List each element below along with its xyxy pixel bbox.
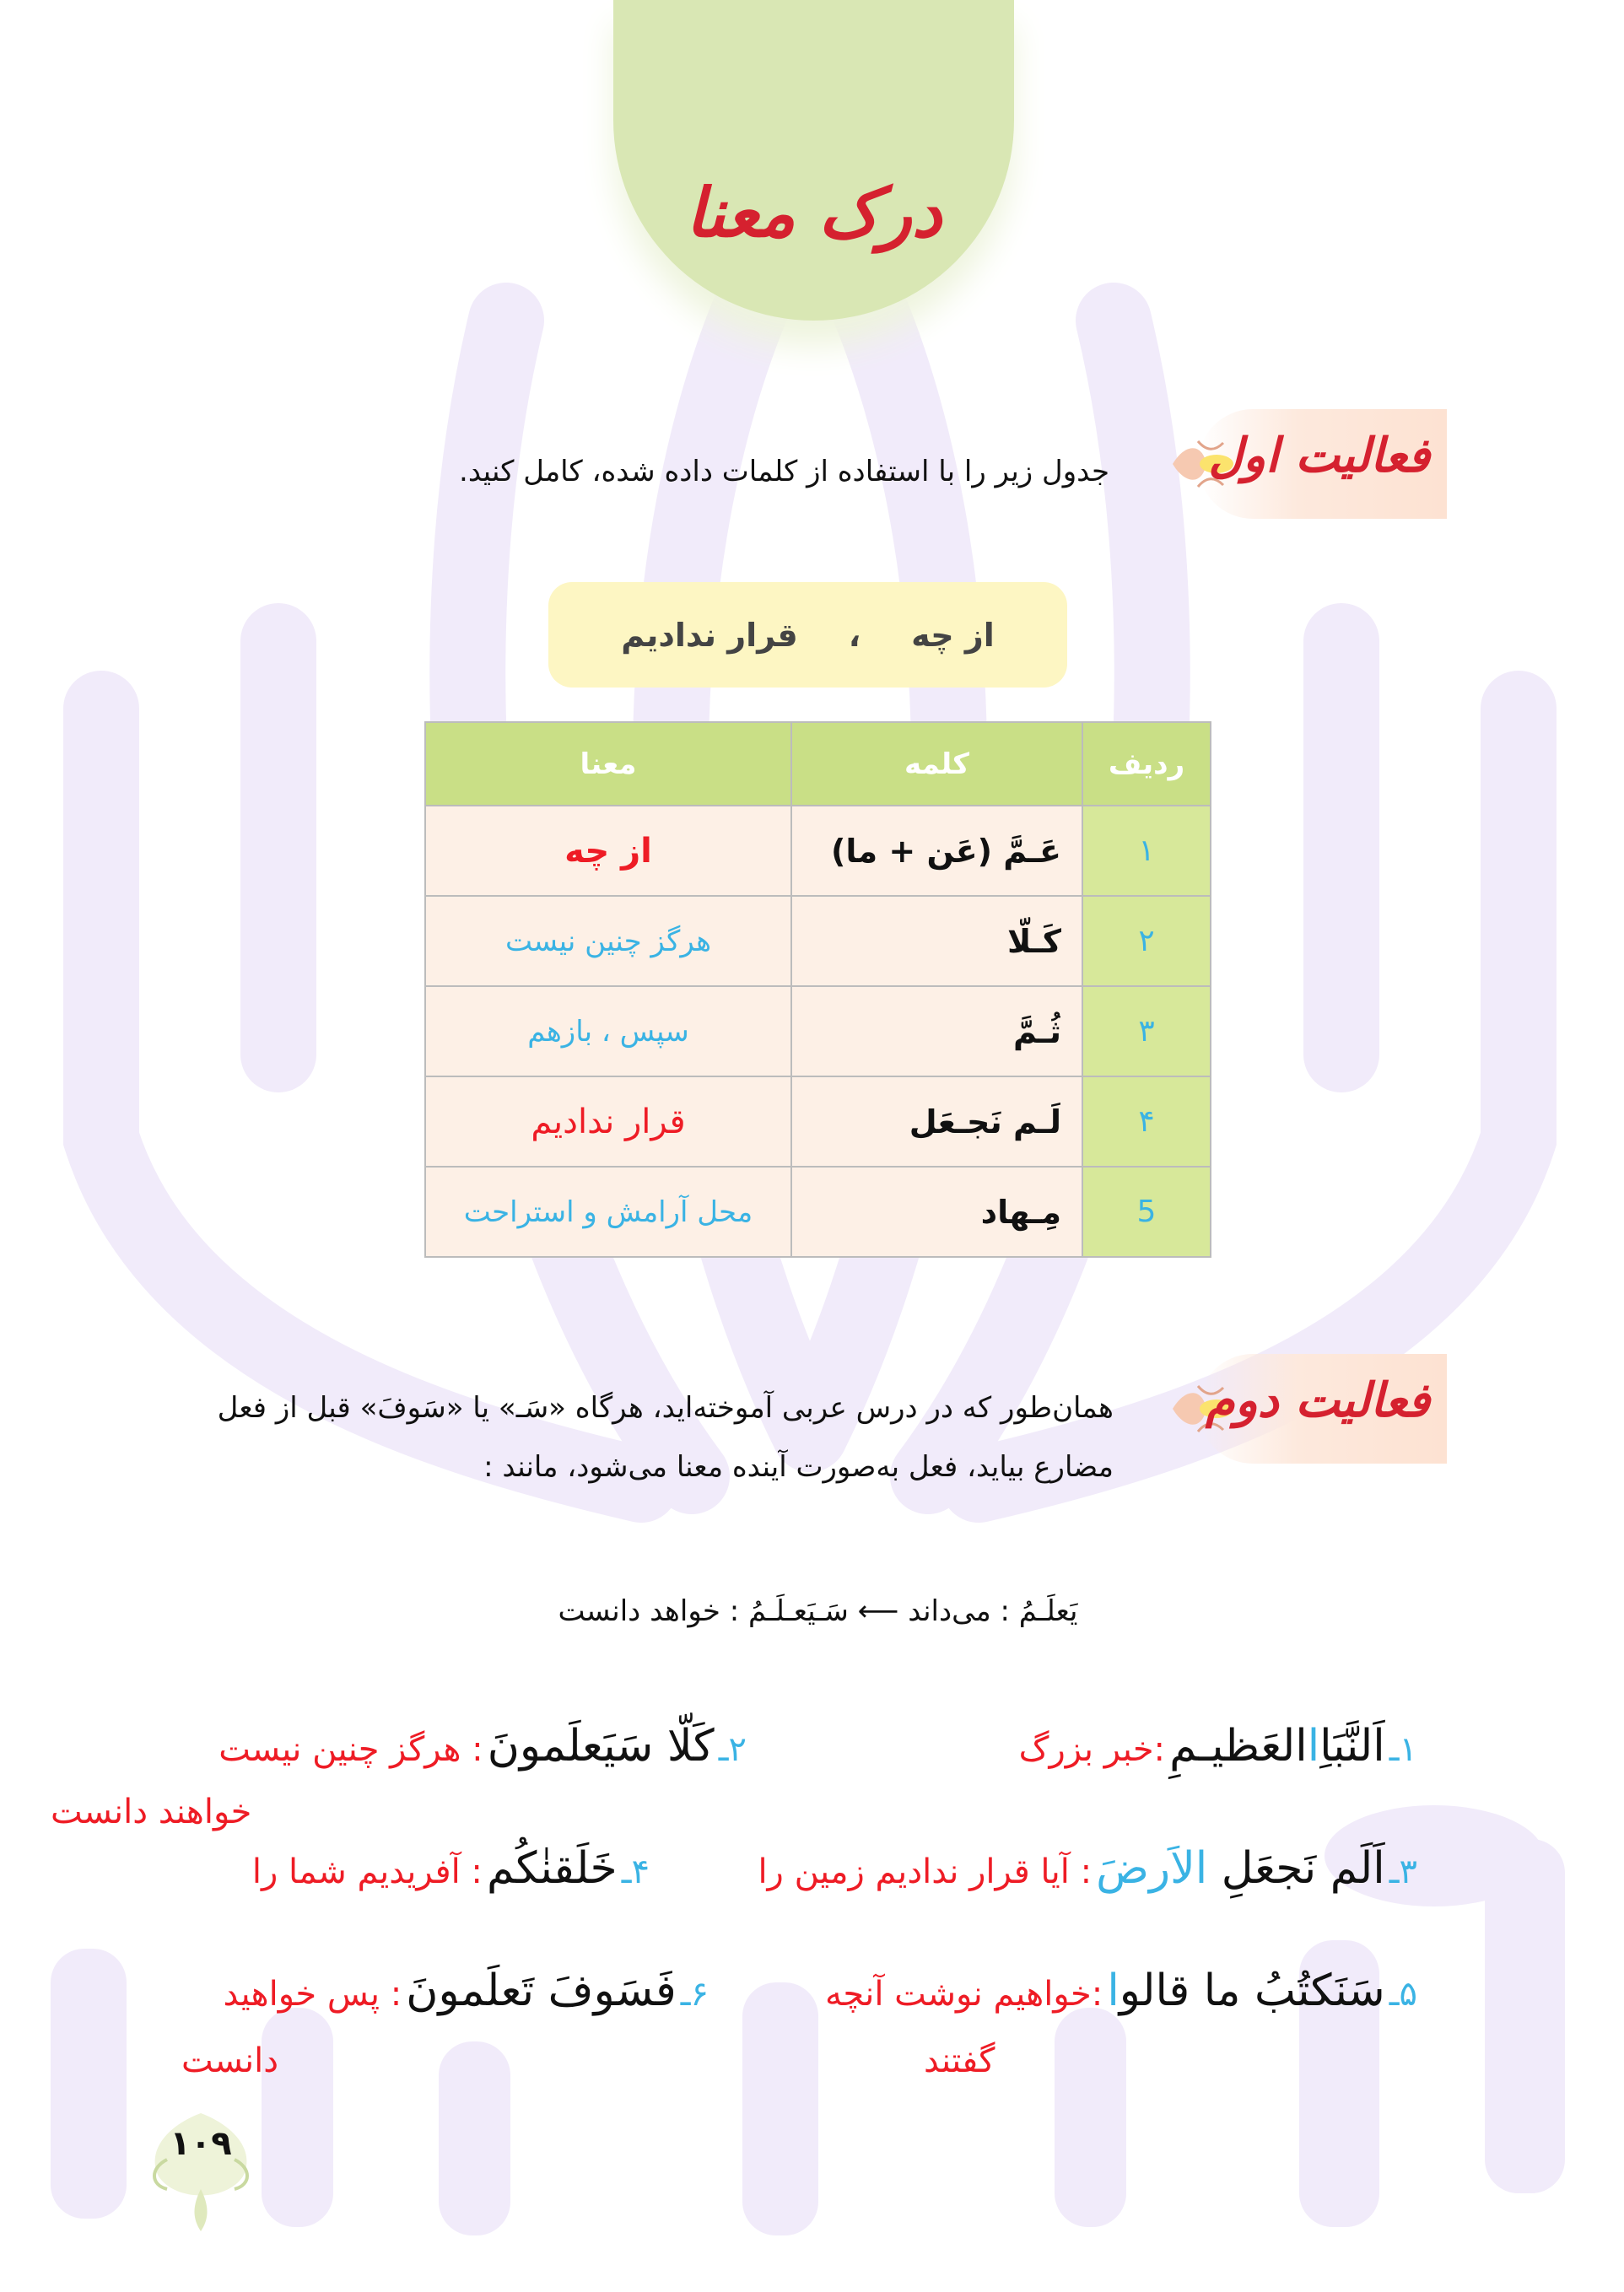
verse-number: ۴ـ bbox=[621, 1852, 650, 1891]
verse-translation-continued: خواهند دانست bbox=[51, 1793, 252, 1831]
word-box bbox=[548, 582, 1067, 688]
verse-3 bbox=[758, 1843, 1417, 1894]
activity2-badge bbox=[1198, 1354, 1447, 1464]
verse-arabic-highlight: ا bbox=[1307, 1721, 1320, 1772]
table-row bbox=[425, 896, 1211, 986]
header-row-number: ردیف bbox=[1082, 722, 1211, 806]
row-word: ثُـمَّ bbox=[791, 986, 1082, 1076]
verse-number: ۱ـ bbox=[1389, 1730, 1417, 1769]
row-number: 5 bbox=[1082, 1167, 1211, 1257]
row-number: ۴ bbox=[1082, 1076, 1211, 1167]
verse-arabic-part: اَلنَّبَاِ bbox=[1319, 1721, 1385, 1772]
row-word: کَـلّا bbox=[791, 896, 1082, 986]
header-meaning: معنا bbox=[425, 722, 791, 806]
row-number: ۳ bbox=[1082, 986, 1211, 1076]
verse-5 bbox=[825, 1966, 1417, 2016]
activity1-label: فعالیت اول bbox=[1208, 428, 1430, 483]
vocab-table bbox=[424, 721, 1211, 1258]
verse-number: ۲ـ bbox=[718, 1730, 747, 1769]
verse-arabic bbox=[1096, 1843, 1385, 1894]
verse-translation: : پس خواهید bbox=[223, 1975, 402, 2014]
verse-arabic-part: اَلَم نَجعَلِ bbox=[1221, 1843, 1385, 1894]
page-title: درک معنا bbox=[685, 173, 942, 252]
activity2-label: فعالیت دوم bbox=[1206, 1373, 1430, 1428]
row-meaning: سپس ، بازهم bbox=[425, 986, 791, 1076]
activity1-instruction: جدول زیر را با استفاده از کلمات داده شده، کامل کنید. bbox=[459, 455, 1109, 488]
verse-number: ۶ـ bbox=[680, 1975, 709, 2014]
row-meaning: هرگز چنین نیست bbox=[425, 896, 791, 986]
activity2-instruction-line1: همان‌طور که در درس عربی آموخته‌اید، هرگاه «سَـ» یا «سَوفَ» قبل از فعل bbox=[217, 1391, 1114, 1425]
verse-arabic-part: سَنَکتُبُ ما قالو bbox=[1119, 1966, 1385, 2016]
page-number-badge bbox=[142, 2109, 260, 2235]
verse-translation: : هرگز چنین نیست bbox=[219, 1730, 483, 1769]
row-number: ۲ bbox=[1082, 896, 1211, 986]
verse-translation: : آفریدیم شما را bbox=[251, 1852, 483, 1891]
row-meaning: از چه bbox=[425, 806, 791, 896]
example-line: یَعلَـمُ : می‌داند ⟵ سَـیَعـلَـمُ : خواهد دانست bbox=[558, 1594, 1078, 1628]
verse-arabic: خَلَقنٰکُم bbox=[487, 1843, 618, 1894]
verse-arabic bbox=[1169, 1721, 1385, 1772]
verse-translation: :خبر بزرگ bbox=[1018, 1730, 1166, 1769]
verse-6 bbox=[223, 1966, 709, 2016]
header-word: کلمه bbox=[791, 722, 1082, 806]
table-row bbox=[425, 806, 1211, 896]
verse-arabic-highlight: ا bbox=[1107, 1966, 1120, 2016]
page-number: ۱۰۹ bbox=[170, 2124, 232, 2163]
table-row bbox=[425, 986, 1211, 1076]
row-word: عَـمَّ (عَن + ما) bbox=[791, 806, 1082, 896]
verse-arabic: فَسَوفَ تَعلَمونَ bbox=[406, 1966, 677, 2016]
verse-number: ۵ـ bbox=[1389, 1975, 1417, 2014]
activity1-badge bbox=[1198, 409, 1447, 519]
row-meaning: محل آرامش و استراحت bbox=[425, 1167, 791, 1257]
verse-translation: :خواهیم نوشت آنچه bbox=[824, 1975, 1103, 2014]
verse-4 bbox=[252, 1843, 650, 1894]
activity2-instruction-line2: مضارع بیاید، فعل به‌صورت آینده معنا می‌شود، مانند : bbox=[483, 1450, 1114, 1484]
row-word: لَـم نَجـعَل bbox=[791, 1076, 1082, 1167]
verse-translation-continued: گفتند bbox=[924, 2041, 995, 2080]
verse-arabic: کَلّا سَیَعلَمونَ bbox=[487, 1721, 715, 1772]
row-number: ۱ bbox=[1082, 806, 1211, 896]
verse-1 bbox=[1019, 1721, 1417, 1772]
word-box-word2: قرار ندادیم bbox=[621, 616, 798, 654]
verse-translation-continued: دانست bbox=[181, 2041, 279, 2080]
table-header-row bbox=[425, 722, 1211, 806]
table-row bbox=[425, 1076, 1211, 1167]
word-box-word1: از چه bbox=[911, 616, 995, 654]
row-word: مِـهاد bbox=[791, 1167, 1082, 1257]
verse-arabic-highlight: الاَرضَ bbox=[1096, 1843, 1208, 1894]
verse-2 bbox=[219, 1721, 747, 1772]
verse-number: ۳ـ bbox=[1389, 1852, 1417, 1891]
table-row bbox=[425, 1167, 1211, 1257]
word-box-separator: ، bbox=[848, 616, 861, 654]
row-meaning: قرار ندادیم bbox=[425, 1076, 791, 1167]
verse-arabic bbox=[1107, 1966, 1384, 2016]
verse-arabic-part: العَظیـمِ bbox=[1169, 1721, 1308, 1772]
verse-translation: : آیا قرار ندادیم زمین را bbox=[758, 1852, 1093, 1891]
